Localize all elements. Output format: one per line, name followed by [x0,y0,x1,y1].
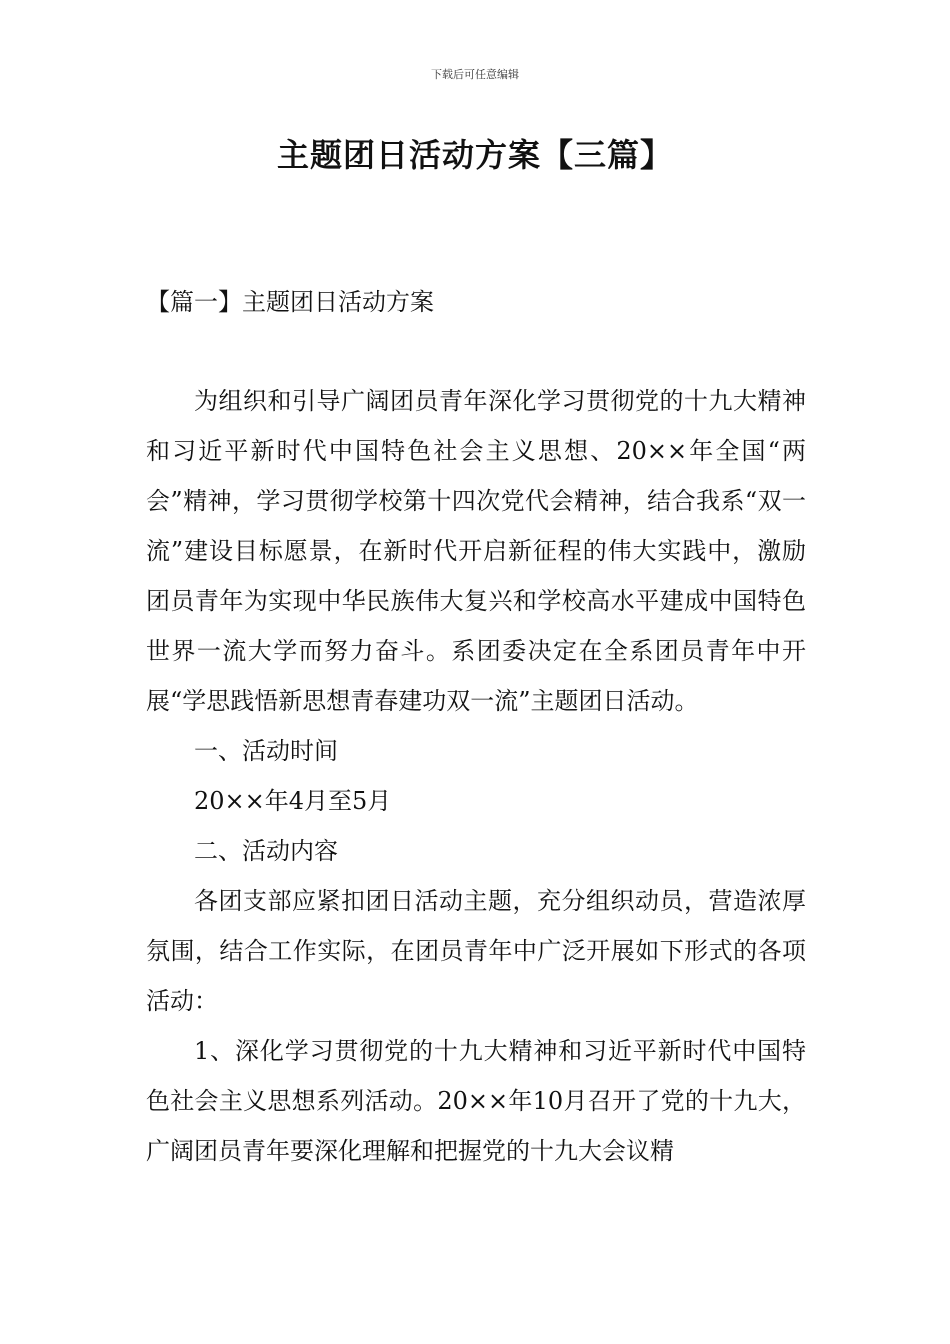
paragraph-item-1: 1、深化学习贯彻党的十九大精神和习近平新时代中国特色社会主义思想系列活动。20××年10月召开了党的十九大，广阔团员青年要深化理解和把握党的十九大会议精 [146,1037,806,1165]
paragraph-intro: 为组织和引导广阔团员青年深化学习贯彻党的十九大精神和习近平新时代中国特色社会主义思想、20××年全国“两会”精神，学习贯彻学校第十四次党代会精神，结合我系“双一流”建设目标愿景，在新时代开启新征程的伟大实践中，激励团员青年为实现中华民族伟大复兴和学校高水平建成中国特色世界一流大学而努力奋斗。系团委决定在全系团员青年中开展“学思践悟新思想青春建功双一流”主题团日活动。 [146,387,806,715]
paragraph-heading-time: 一、活动时间 [194,737,338,765]
header-note: 下载后可任意编辑 [431,68,519,81]
document-body [146,376,806,1176]
paragraph-content-intro: 各团支部应紧扣团日活动主题，充分组织动员，营造浓厚氛围，结合工作实际，在团员青年中广泛开展如下形式的各项活动： [146,887,806,1015]
document-title: 主题团日活动方案【三篇】 [276,136,673,174]
paragraph-time-value: 20××年4月至5月 [194,787,392,815]
section-heading: 【篇一】主题团日活动方案 [146,288,434,316]
paragraph-heading-content: 二、活动内容 [194,837,338,865]
